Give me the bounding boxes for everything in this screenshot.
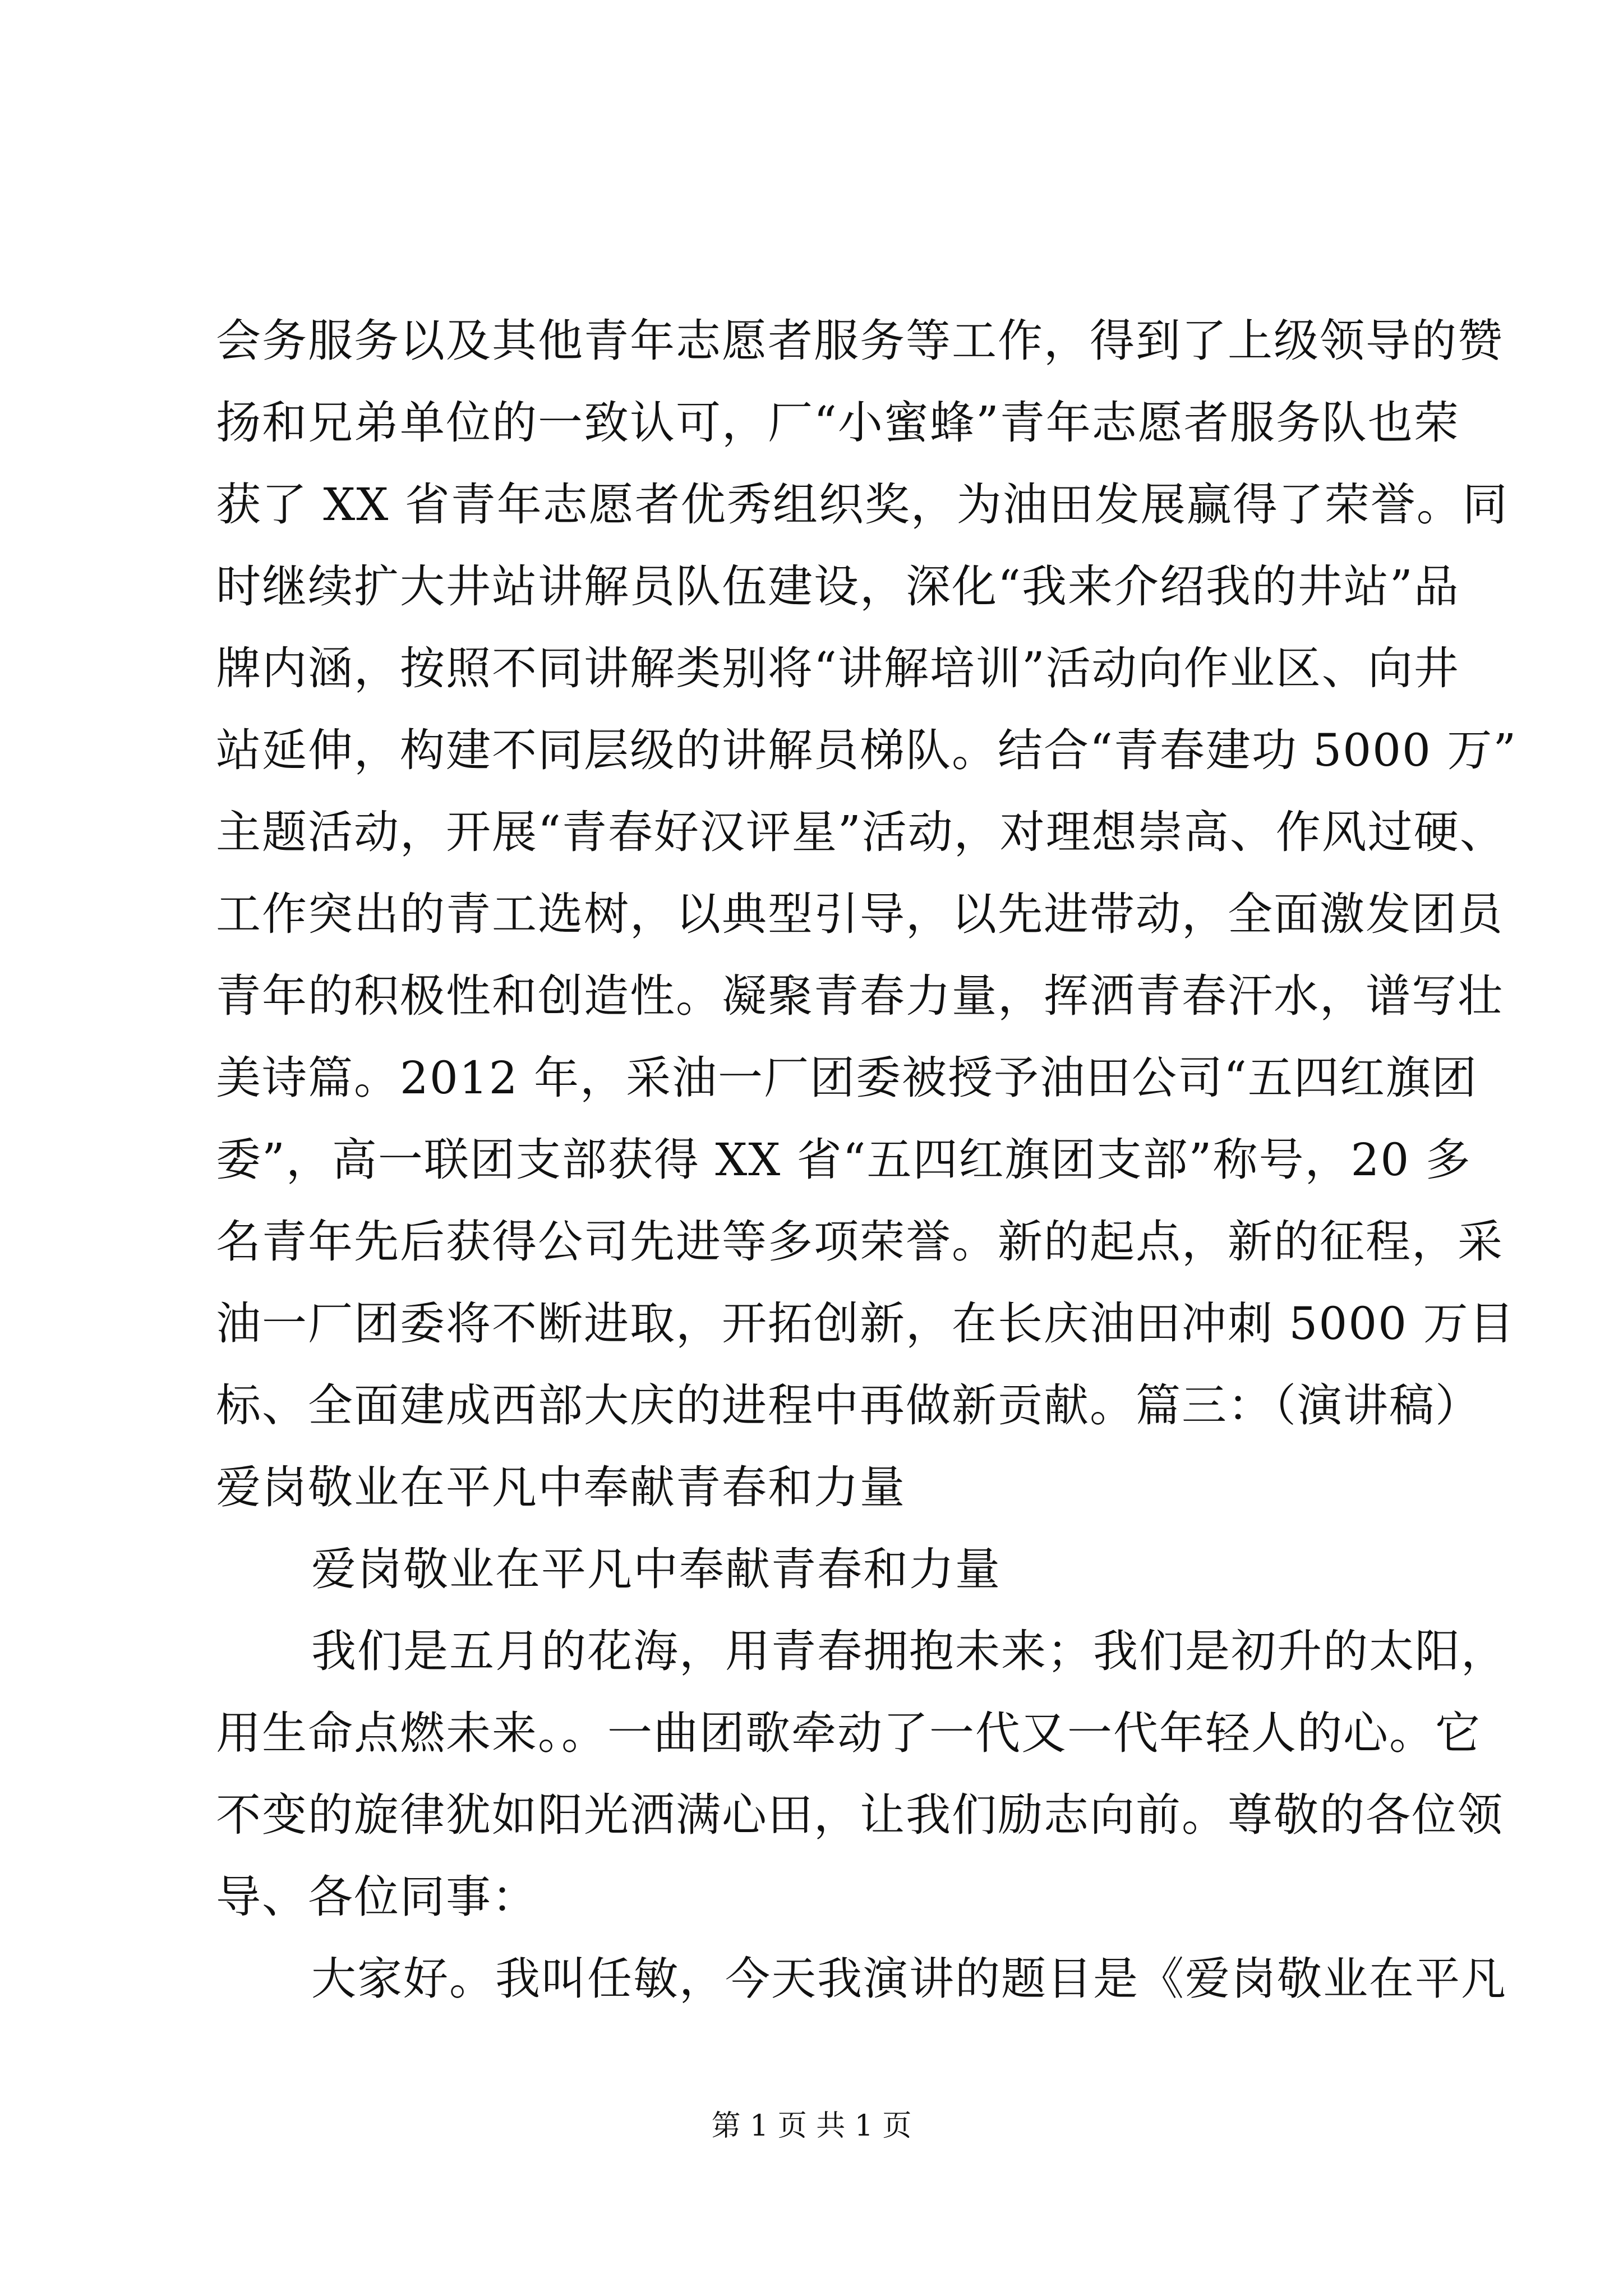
- page-footer: 第 1 页 共 1 页: [711, 2109, 912, 2143]
- paragraph-line: 用生命点燃未来。。一曲团歌牵动了一代又一代年轻人的心。它: [216, 1707, 1481, 1759]
- text-line: 爱岗敬业在平凡中奉献青春和力量: [216, 1461, 906, 1513]
- text-line: 工作突出的青工选树，以典型引导，以先进带动，全面激发团员: [216, 888, 1504, 940]
- text-line: 委”，高一联团支部获得 XX 省“五四红旗团支部”称号，20 多: [216, 1134, 1472, 1186]
- text-line: 获了 XX 省青年志愿者优秀组织奖，为油田发展赢得了荣誉。同: [216, 478, 1509, 531]
- text-line: 会务服务以及其他青年志愿者服务等工作，得到了上级领导的赞: [216, 315, 1504, 367]
- text-line: 站延伸，构建不同层级的讲解员梯队。结合“青春建功 5000 万”: [216, 724, 1518, 776]
- paragraph-line: 大家好。我叫任敏，今天我演讲的题目是《爱岗敬业在平凡: [311, 1953, 1507, 2005]
- text-line: 时继续扩大井站讲解员队伍建设，深化“我来介绍我的井站”品: [216, 560, 1460, 613]
- text-line: 美诗篇。2012 年，采油一厂团委被授予油田公司“五四红旗团: [216, 1052, 1478, 1104]
- paragraph-line: 我们是五月的花海，用青春拥抱未来；我们是初升的太阳，: [311, 1625, 1507, 1677]
- text-line: 主题活动，开展“青春好汉评星”活动，对理想崇高、作风过硬、: [216, 806, 1506, 858]
- speech-title: 爱岗敬业在平凡中奉献青春和力量: [311, 1543, 1001, 1595]
- text-line: 青年的积极性和创造性。凝聚青春力量，挥洒青春汗水，谱写壮: [216, 970, 1504, 1022]
- document-body: [216, 300, 1518, 2020]
- text-line: 标、全面建成西部大庆的进程中再做新贡献。篇三：（演讲稿）: [216, 1379, 1481, 1432]
- text-line: 名青年先后获得公司先进等多项荣誉。新的起点，新的征程，采: [216, 1216, 1504, 1268]
- text-line: 牌内涵，按照不同讲解类别将“讲解培训”活动向作业区、向井: [216, 642, 1460, 694]
- paragraph-line: 导、各位同事：: [216, 1871, 538, 1923]
- text-line: 扬和兄弟单位的一致认可，厂“小蜜蜂”青年志愿者服务队也荣: [216, 397, 1460, 449]
- text-line: 油一厂团委将不断进取，开拓创新，在长庆油田冲刺 5000 万目: [216, 1297, 1515, 1350]
- paragraph-line: 不变的旋律犹如阳光洒满心田，让我们励志向前。尊敬的各位领: [216, 1789, 1504, 1841]
